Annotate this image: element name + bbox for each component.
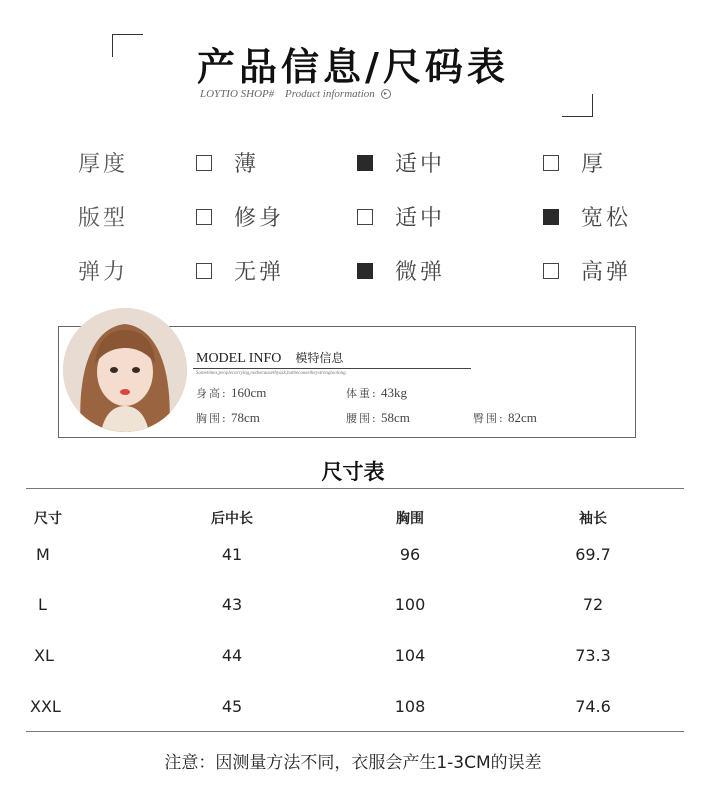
cell-back-length: 43 (221, 595, 243, 614)
attribute-label: 厚度 (78, 152, 129, 177)
waist-label: 腰围: (346, 412, 378, 425)
cell-back-length: 41 (221, 545, 243, 564)
model-heading-cn: 模特信息 (295, 351, 344, 365)
option-label: 高弹 (581, 260, 632, 285)
header-back-length: 后中长 (211, 511, 253, 527)
checkbox-checked[interactable] (357, 263, 373, 279)
header-sleeve-length: 袖长 (579, 511, 607, 527)
page-title: 产品信息/尺码表 (197, 44, 509, 89)
option-label: 适中 (395, 152, 446, 177)
table-top-rule (26, 488, 684, 489)
waist-value: 58cm (380, 410, 410, 425)
subtitle-text: Product information (285, 88, 375, 100)
option-label: 无弹 (234, 260, 285, 285)
model-avatar (63, 308, 187, 432)
size-table-title: 尺寸表 (321, 460, 385, 484)
checkbox[interactable] (196, 209, 212, 225)
cell-back-length: 44 (221, 646, 243, 665)
checkbox[interactable] (196, 155, 212, 171)
height-label: 身高: (196, 387, 228, 400)
model-height (196, 385, 266, 401)
cell-size: XL (34, 646, 54, 665)
option-label: 修身 (234, 206, 285, 231)
option-label: 宽松 (581, 206, 632, 231)
model-hip (473, 410, 537, 426)
checkbox-checked[interactable] (543, 209, 559, 225)
hip-value: 82cm (507, 410, 537, 425)
option-label: 薄 (234, 152, 260, 177)
cell-bust: 104 (394, 646, 426, 665)
bust-value: 78cm (230, 410, 260, 425)
model-heading-en: MODEL INFO (196, 351, 282, 366)
shop-subtitle (200, 88, 391, 100)
cell-bust: 96 (399, 545, 421, 564)
attribute-label: 弹力 (78, 260, 129, 285)
option-label: 厚 (581, 152, 607, 177)
circle-arrow-icon: ▸ (381, 89, 391, 99)
cell-sleeve-length: 73.3 (575, 646, 611, 665)
height-value: 160cm (230, 385, 267, 400)
checkbox[interactable] (196, 263, 212, 279)
checkbox[interactable] (357, 209, 373, 225)
attribute-label: 版型 (78, 206, 129, 231)
model-weight (346, 385, 407, 401)
attribute-row-stretch (0, 255, 706, 289)
cell-sleeve-length: 69.7 (575, 545, 611, 564)
bust-label: 胸围: (196, 412, 228, 425)
option-label: 适中 (395, 206, 446, 231)
model-bust (196, 410, 260, 426)
checkbox[interactable] (543, 155, 559, 171)
cell-back-length: 45 (221, 697, 243, 716)
table-bottom-rule (26, 731, 684, 732)
checkbox[interactable] (543, 263, 559, 279)
weight-label: 体重: (346, 387, 378, 400)
cell-size: M (36, 545, 50, 564)
option-label: 微弹 (395, 260, 446, 285)
cell-bust: 108 (394, 697, 426, 716)
attribute-row-thickness (0, 147, 706, 181)
hip-label: 臀围: (473, 412, 505, 425)
shop-name: LOYTIO SHOP# (200, 88, 275, 100)
cell-size: L (38, 595, 47, 614)
cell-sleeve-length: 72 (582, 595, 604, 614)
frame-corner-bottom-right (562, 94, 593, 117)
measurement-note: 注意：因测量方法不同，衣服会产生1-3CM的误差 (164, 753, 542, 773)
attribute-row-fit (0, 201, 706, 235)
model-waist (346, 410, 410, 426)
model-tagline: Sometimes,peoplecarrying,notbecausethyask,butbecausetheystrongtoolong. (196, 371, 347, 376)
model-portrait-image (63, 308, 187, 432)
checkbox-checked[interactable] (357, 155, 373, 171)
divider (193, 368, 471, 369)
cell-bust: 100 (394, 595, 426, 614)
header-size: 尺寸 (34, 511, 62, 527)
cell-size: XXL (30, 697, 61, 716)
cell-sleeve-length: 74.6 (575, 697, 611, 716)
header-bust: 胸围 (396, 511, 424, 527)
weight-value: 43kg (380, 385, 407, 400)
model-info-heading (196, 349, 343, 367)
